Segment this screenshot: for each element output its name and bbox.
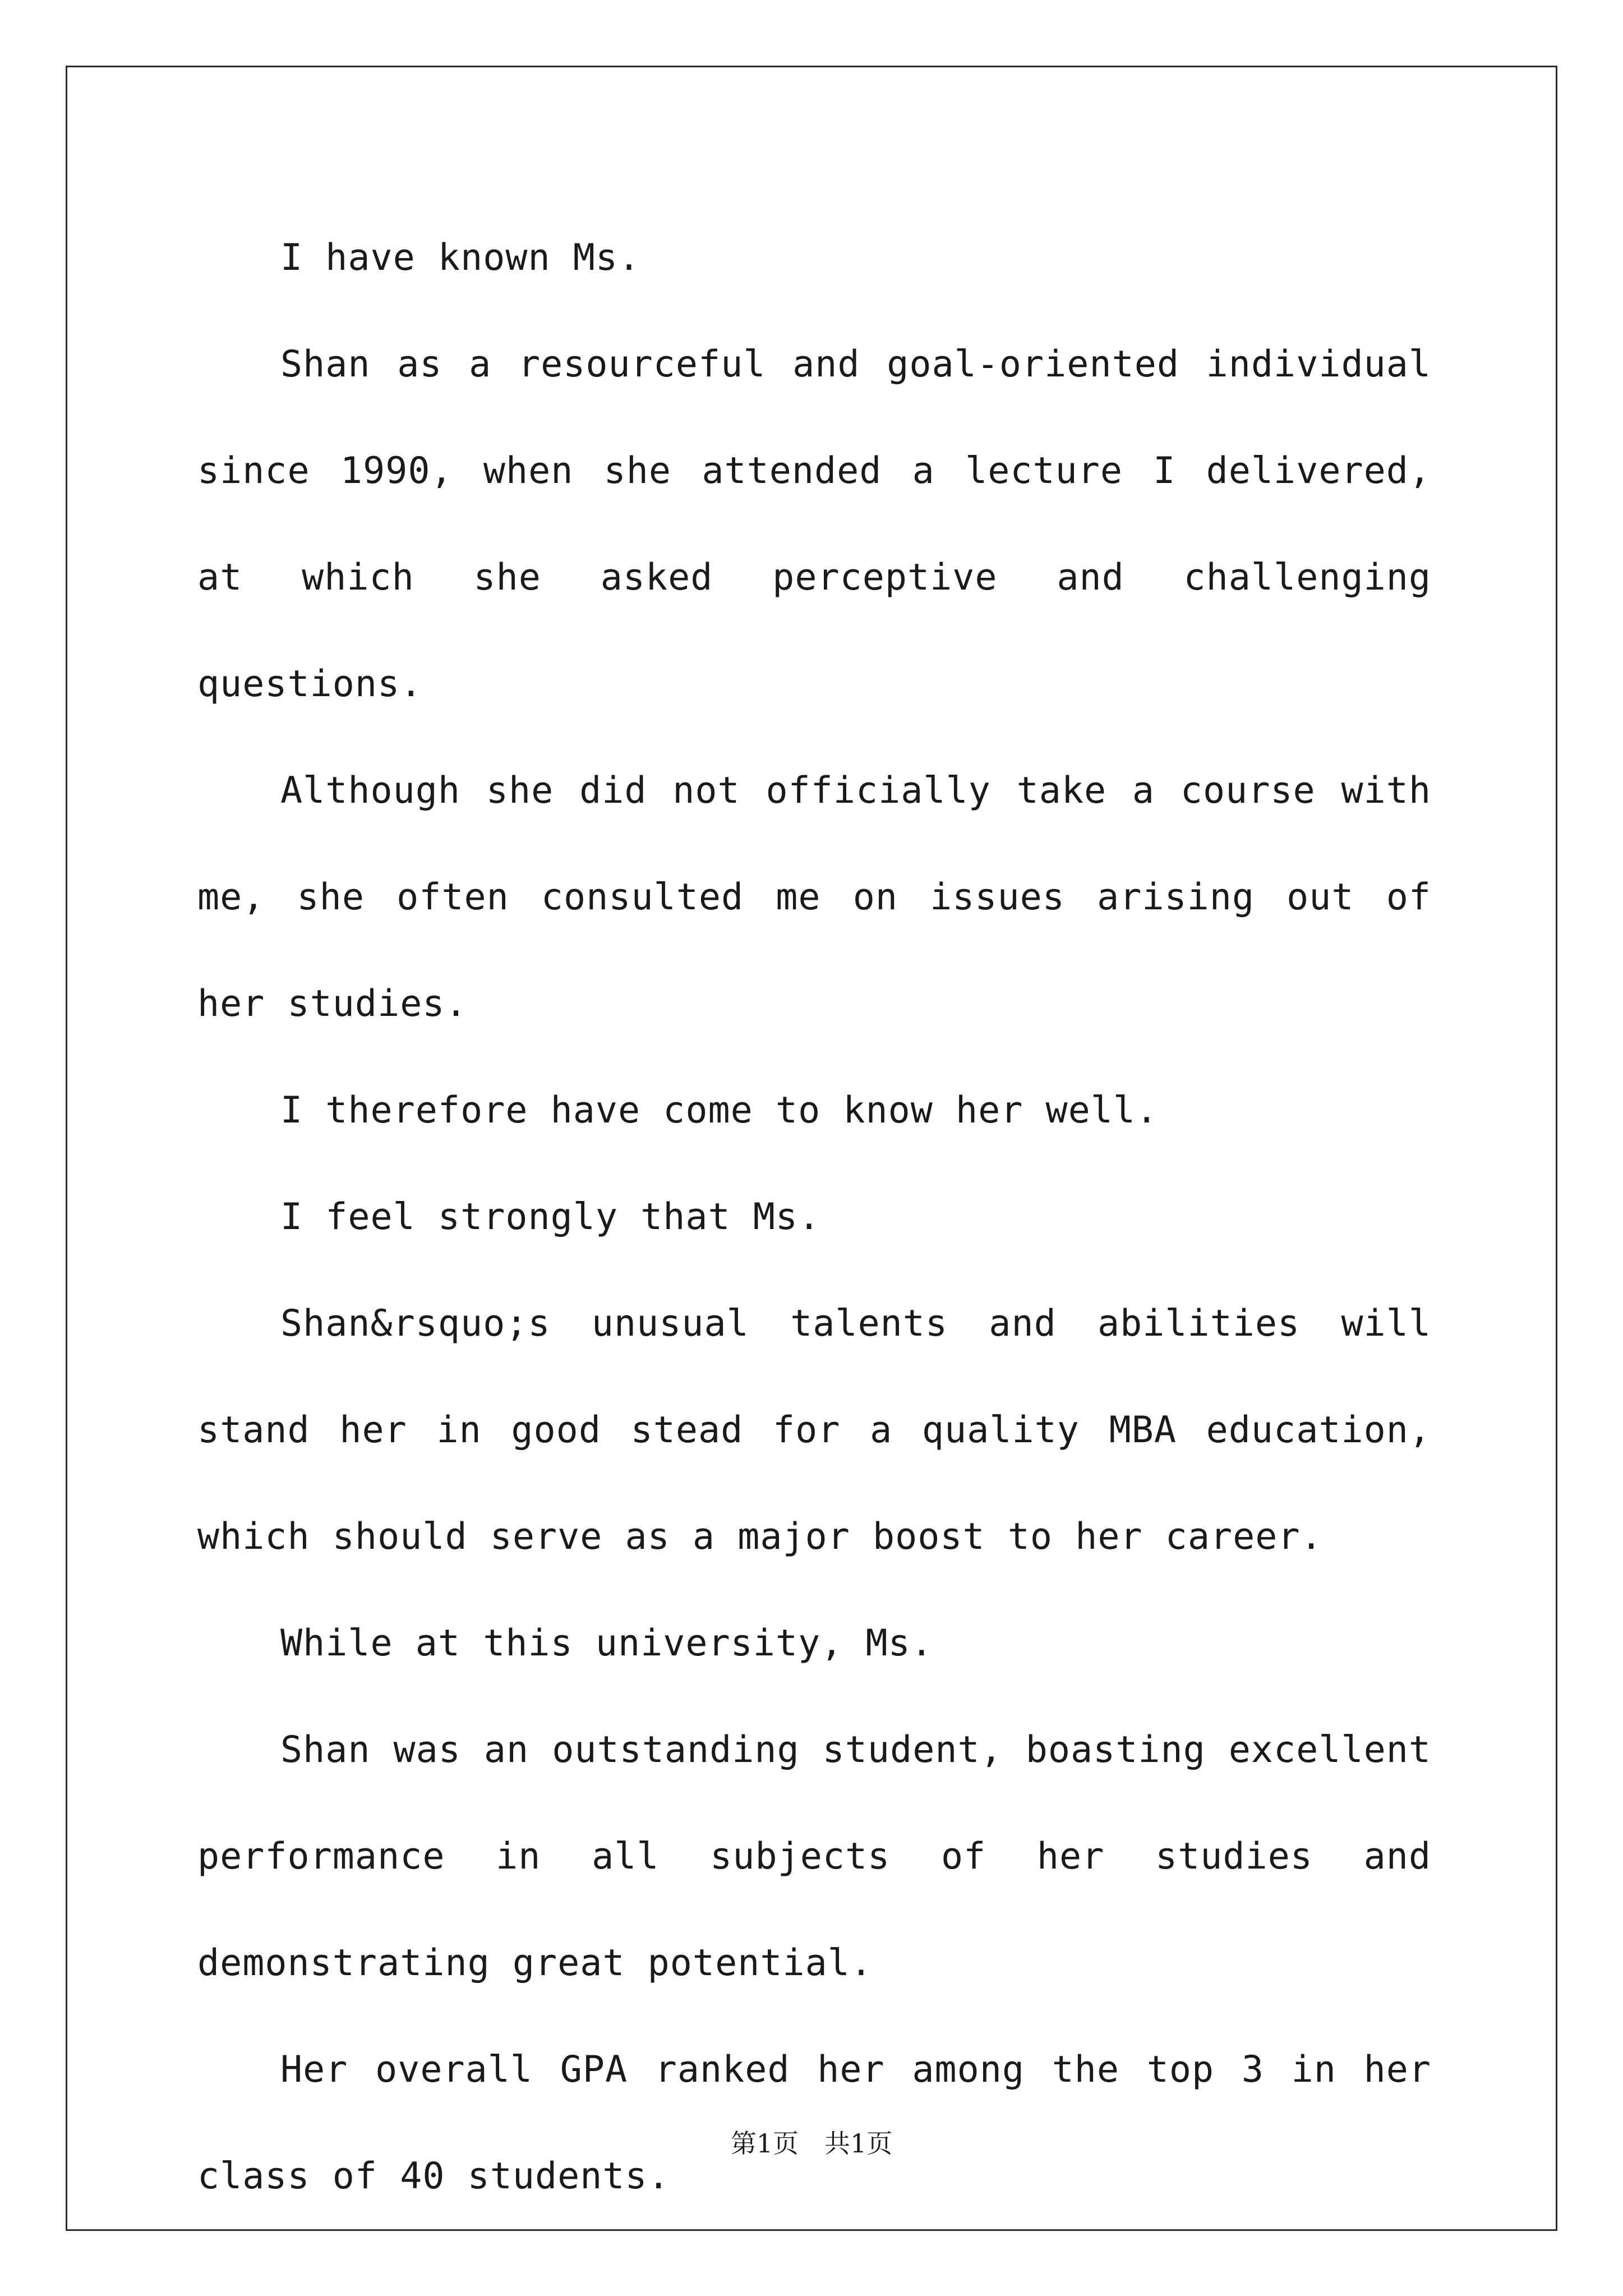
paragraph: While at this university, Ms. xyxy=(280,1622,933,1664)
paragraph: Shan was an outstanding student, boasting excellent performance in all subjects of her studies and demonstrating great potential. xyxy=(197,1729,1431,1984)
page-number-footer: 第1页 共1页 xyxy=(730,2128,893,2159)
paragraph: Although she did not officially take a course with me, she often consulted me on issues arising out of her studies. xyxy=(197,770,1431,1025)
paragraph: Her overall GPA ranked her among the top 3 in her class of 40 students. xyxy=(197,2049,1431,2197)
paragraph: Shan as a resourceful and goal-oriented individual since 1990, when she attended a lecture I delivered, at which she asked perceptive and challenging questions. xyxy=(197,343,1431,705)
paragraph: I feel strongly that Ms. xyxy=(280,1196,821,1238)
paragraph: I therefore have come to know her well. xyxy=(280,1089,1159,1131)
document-body xyxy=(197,205,1431,2230)
paragraph: I have known Ms. xyxy=(280,237,641,279)
paragraph: Shan&rsquo;s unusual talents and abilities will stand her in good stead for a quality MBA education, which should serve as a major boost to her career. xyxy=(197,1303,1431,1558)
